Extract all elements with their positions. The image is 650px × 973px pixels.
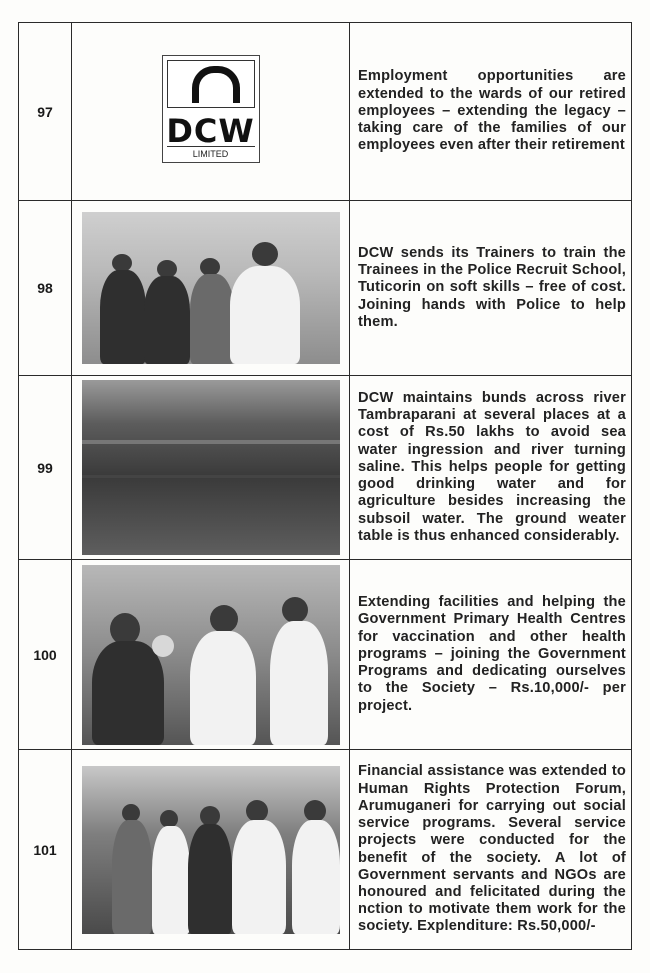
table-row <box>19 750 632 950</box>
row-number: 100 <box>19 560 72 750</box>
dcw-logo <box>162 55 260 163</box>
row-description: DCW sends its Trainers to train the Trainees in the Police Recruit School, Tuticorin on soft skills – free of cost. Joining hands with Police to help them. <box>350 201 632 376</box>
photo-cell <box>72 376 350 560</box>
table-row <box>19 560 632 750</box>
table-row <box>19 376 632 560</box>
photo-cell <box>72 560 350 750</box>
row-description: DCW maintains bunds across river Tambraparani at several places at a cost of Rs.50 lakhs to avoid sea water ingression and river turning saline. This helps people for getting good drinking water and for agriculture besides increasing the subsoil water. The ground weater table is thus enhanced considerably. <box>350 376 632 560</box>
row-description: Financial assistance was extended to Human Rights Protection Forum, Arumuganeri for carrying out social service programs. Several service projects were conducted for the benefit of the society. A lot of Government servants and NGOs are honoured and felicitated during the nction to motivate them work for the society. Explenditure: Rs.50,000/- <box>350 750 632 950</box>
table-row <box>19 23 632 201</box>
row-number: 99 <box>19 376 72 560</box>
trainers-photo <box>82 212 340 364</box>
row-description: Employment opportunities are extended to the wards of our retired employees – extending the legacy – taking care of the families of our employees even after their retirement <box>350 23 632 201</box>
table-row <box>19 201 632 376</box>
horseshoe-logo-icon <box>192 66 240 103</box>
river-photo <box>82 380 340 555</box>
logo-cell <box>72 23 350 201</box>
row-description: Extending facilities and helping the Government Primary Health Centres for vaccination and other health programs – joining the Government Programs and dedicating ourselves to the Society – Rs.10,000/- per project. <box>350 560 632 750</box>
row-number: 101 <box>19 750 72 950</box>
vaccination-photo <box>82 565 340 745</box>
forum-function-photo <box>82 766 340 934</box>
logo-name: DCW <box>166 112 255 150</box>
row-number: 97 <box>19 23 72 201</box>
logo-sub: LIMITED <box>167 146 255 159</box>
photo-cell <box>72 201 350 376</box>
photo-cell <box>72 750 350 950</box>
csr-activities-table <box>18 22 632 950</box>
row-number: 98 <box>19 201 72 376</box>
